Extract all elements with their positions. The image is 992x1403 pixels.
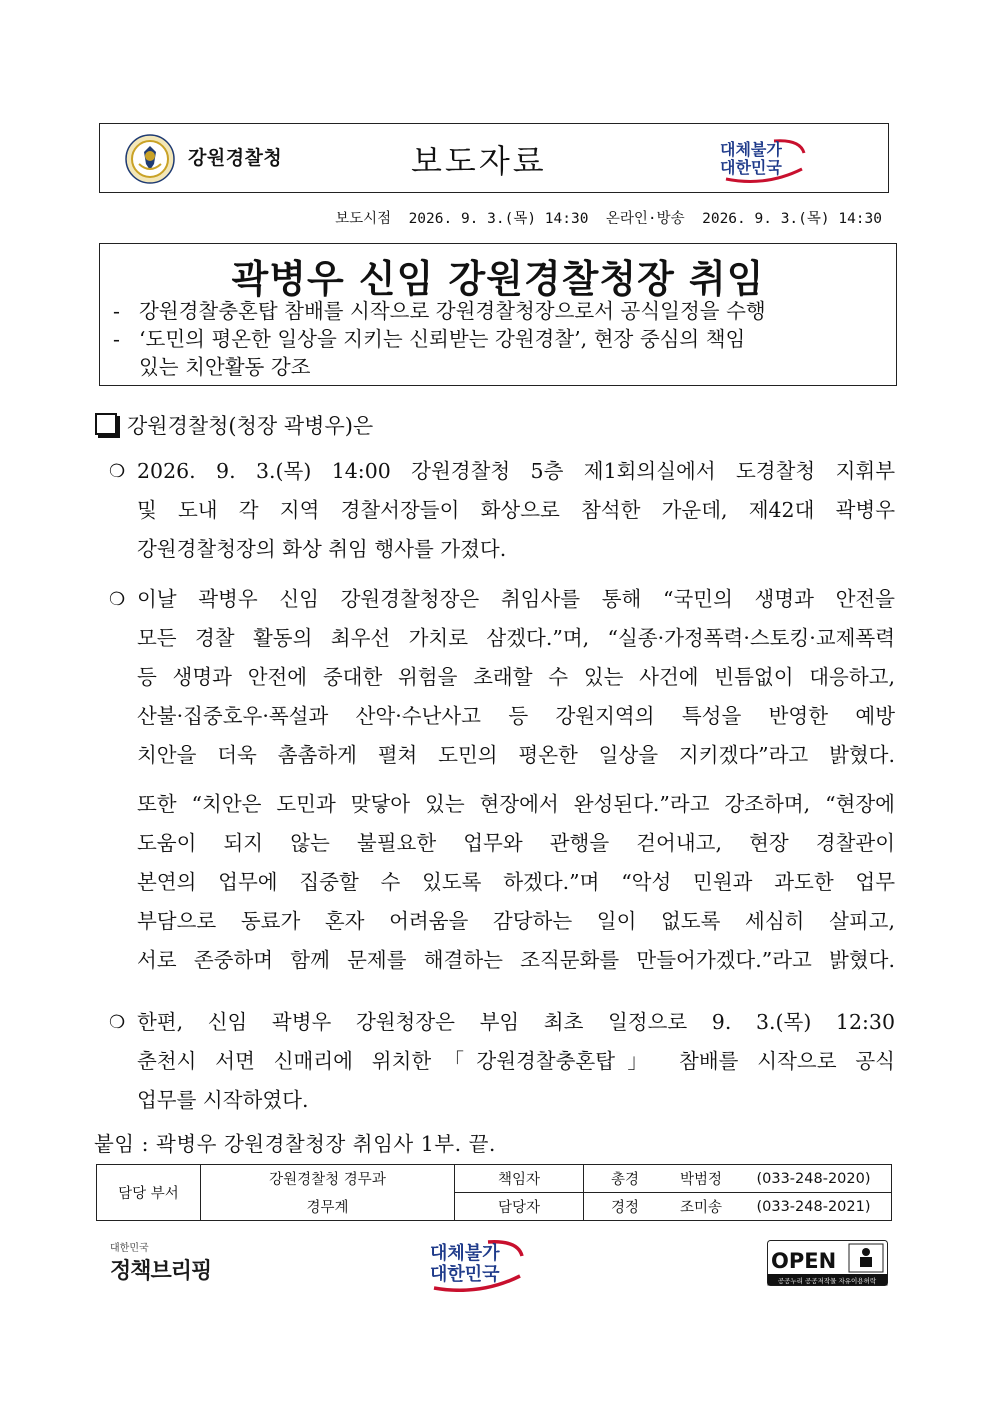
subtitle-2-text: ‘도민의 평온한 일상을 지키는 신뢰받는 강원경찰’, 현장 중심의 책임	[139, 327, 746, 351]
para1-line: 강원경찰청장의 화상 취임 행사를 가졌다.	[137, 537, 507, 561]
table-row	[97, 1165, 892, 1193]
kogl-open-logo-icon	[767, 1240, 888, 1286]
footer-slogan-line-2: 대한민국	[430, 1264, 500, 1285]
police-emblem-icon	[125, 134, 175, 184]
para3-line: 부담으로 동료가 혼자 어려움을 감당하는 일이 없도록 세심히 살피고,	[137, 909, 895, 933]
open-caption: 공공누리 공공저작물 자유이용허락	[777, 1277, 877, 1285]
role-cell: 책임자	[455, 1165, 584, 1193]
table-row	[97, 1193, 892, 1221]
para4-line: 업무를 시작하였다.	[137, 1088, 309, 1112]
para2-line: 등 생명과 안전에 중대한 위험을 초래할 수 있는 사건에 빈틈없이 대응하고,	[137, 665, 895, 689]
para3-line: 도움이 되지 않는 불필요한 업무와 관행을 걷어내고, 현장 경찰관이	[137, 831, 895, 855]
para1-line: 2026. 9. 3.(목) 14:00 강원경찰청 5층 제1회의실에서 도경찰청 지휘부	[137, 459, 895, 483]
slogan-logo-footer-icon	[424, 1236, 530, 1292]
subtitle-2: - ‘도민의 평온한 일상을 지키는 신뢰받는 강원경찰’, 현장 중심의 책임	[113, 327, 746, 351]
footer-slogan-line-1: 대체불가	[430, 1243, 500, 1264]
para2-line: 산불·집중호우·폭설과 산악·수난사고 등 강원지역의 특성을 반영한 예방	[137, 704, 895, 728]
release-timing: 보도시점 2026. 9. 3.(목) 14:30 온라인·방송 2026. 9. 3.(목) 14:30	[335, 211, 882, 227]
bullet-icon: ❍	[109, 461, 126, 482]
slogan-logo-icon	[716, 135, 812, 183]
subtitle-1: - 강원경찰충혼탑 참배를 시작으로 강원경찰청장으로서 공식일정을 수행	[113, 299, 766, 323]
para2-line: 치안을 더욱 촘촘하게 펼쳐 도민의 평온한 일상을 지키겠다”라고 밝혔다.	[137, 743, 895, 767]
phone-cell: (033-248-2020)	[736, 1165, 892, 1193]
para4-line: 춘천시 서면 신매리에 위치한「강원경찰충혼탑」 참배를 시작으로 공식	[137, 1049, 895, 1073]
slogan-line-1: 대체불가	[720, 140, 782, 159]
dept-label-cell: 담당 부서	[97, 1165, 201, 1221]
rank-cell: 총경	[584, 1165, 667, 1193]
open-text: OPEN	[771, 1249, 837, 1273]
subtitle-2-cont: 있는 치안활동 강조	[139, 355, 311, 379]
para2-line: 모든 경찰 활동의 최우선 가치로 삼겠다.”며, “실종·가정폭력·스토킹·교제폭력	[137, 626, 895, 650]
policy-briefing-logo	[110, 1239, 211, 1285]
paragraph-3	[137, 785, 895, 980]
dept-cell: 경무계	[201, 1193, 455, 1221]
para3-line: 본연의 업무에 집중할 수 있도록 하겠다.”며 “악성 민원과 과도한 업무	[137, 870, 895, 894]
para4-line: 한편, 신임 곽병우 강원청장은 부임 최초 일정으로 9. 3.(목) 12:30	[137, 1010, 895, 1034]
paragraph-2	[109, 580, 895, 775]
phone-cell: (033-248-2021)	[736, 1193, 892, 1221]
briefing-small-text: 대한민국	[110, 1243, 149, 1254]
para1-line: 및 도내 각 지역 경찰서장들이 화상으로 참석한 가운데, 제42대 곽병우	[137, 498, 895, 522]
slogan-line-2: 대한민국	[720, 158, 782, 177]
paragraph-4	[109, 1003, 895, 1120]
name-cell: 조미송	[666, 1193, 736, 1221]
attachment-note: 붙임 : 곽병우 강원경찰청장 취임사 1부. 끝.	[94, 1132, 496, 1156]
briefing-brand-text: 정책브리핑	[110, 1259, 212, 1284]
section-head	[95, 410, 373, 440]
para2-line: 이날 곽병우 신임 강원경찰청장은 취임사를 통해 “국민의 생명과 안전을	[137, 587, 895, 611]
para3-line: 또한 “치안은 도민과 맞닿아 있는 현장에서 완성된다.”라고 강조하며, “현장에	[137, 792, 895, 816]
rank-cell: 경정	[584, 1193, 667, 1221]
bullet-icon: ❍	[109, 589, 126, 610]
role-cell: 담당자	[455, 1193, 584, 1221]
subtitle-1-text: 강원경찰충혼탑 참배를 시작으로 강원경찰청장으로서 공식일정을 수행	[139, 299, 766, 323]
dept-cell: 강원경찰청 경무과	[201, 1165, 455, 1193]
headline: 곽병우 신임 강원경찰청장 취임	[231, 257, 765, 301]
checkbox-icon	[95, 413, 117, 435]
section-head-text: 강원경찰청(청장 곽병우)은	[127, 414, 374, 438]
paragraph-1	[109, 452, 895, 569]
contact-table	[96, 1164, 892, 1221]
name-cell: 박범정	[666, 1165, 736, 1193]
para3-line: 서로 존중하며 함께 문제를 해결하는 조직문화를 만들어가겠다.”라고 밝혔다.	[137, 948, 895, 972]
org-name: 강원경찰청	[188, 147, 283, 169]
bullet-icon: ❍	[109, 1012, 126, 1033]
doc-type-title: 보도자료	[411, 142, 547, 180]
